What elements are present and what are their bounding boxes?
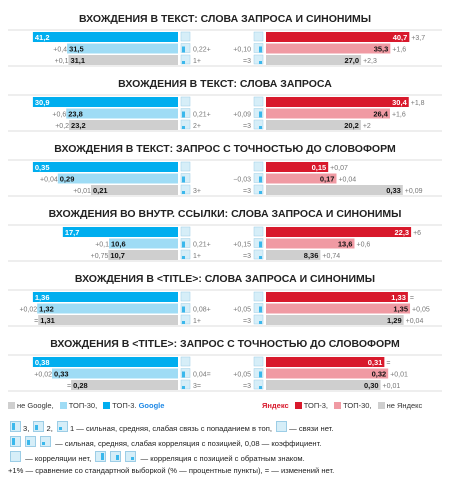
yandex-corr-label: =3 [243,253,251,260]
yandex-delta-label: +0,07 [330,165,348,172]
yandex-corr-label: =3 [243,318,251,325]
medium-corr-icon [25,436,36,447]
reverse-corr-icon-1 [95,451,106,462]
yandex-link-icon [254,292,263,301]
legend-google-top30: ТОП-30, [68,401,98,410]
yandex-value-label: 20,2 [344,121,359,130]
yandex-link-icon [254,97,263,106]
strong-corr-icon [10,436,21,447]
legend-swatch-yandex-top30 [334,402,341,409]
medium-link-icon [33,421,44,432]
yandex-link-icon [254,162,263,171]
yandex-delta-label: +0,04 [338,176,357,184]
google-corr-label: 1+ [193,253,201,260]
reverse-corr-icon-2 [110,451,121,462]
google-corr-label: 2+ [193,123,201,130]
yandex-delta-label: +0,05 [412,306,430,314]
google-corr-label: 0,21+ [193,241,211,249]
google-corr-label: 0,21+ [193,111,211,119]
yandex-value-label: 13,6 [337,239,353,249]
google-value-label: 0,38 [34,358,50,367]
yandex-value-label: 1,33 [391,293,406,302]
google-corr-label: 0,04= [193,371,211,379]
google-delta-label: +2,4 [19,35,33,42]
google-link-icon [181,357,190,366]
google-value-label: 1,32 [39,304,54,314]
google-delta-label: +0,1 [54,58,69,65]
google-value-label: 10,7 [110,251,125,260]
yandex-value-label: 1,35 [393,304,409,314]
google-corr-label: 1+ [193,318,201,325]
strong-link-icon [10,421,21,432]
yandex-corr-icon-fill [259,126,262,129]
google-bar [33,357,178,367]
yandex-corr-label: +0,10 [233,46,251,54]
section-title: ВХОЖДЕНИЯ В <TITLE>: СЛОВА ЗАПРОСА И СИНОНИМЫ [74,273,376,285]
yandex-bar [266,369,388,379]
google-bar [33,32,178,42]
yandex-corr-icon-fill [259,372,262,378]
yandex-delta-label: +0,09 [404,188,423,195]
yandex-corr-label: +0,05 [233,371,251,379]
google-value-label: 1,36 [34,293,50,302]
google-delta-label: +0,1 [95,241,110,249]
google-delta-label: +0,3 [49,230,63,237]
yandex-corr-label: =3 [243,123,251,130]
google-value-label: 17,7 [64,228,80,237]
google-bar [58,174,178,184]
google-delta-label: +0,06 [15,360,33,367]
yandex-delta-label: +1,6 [391,111,406,119]
note-line-3 [8,451,305,463]
yandex-delta-label: +6 [413,230,422,237]
legend-not-google: не Google, [17,401,54,410]
google-corr-icon-fill [182,112,185,118]
google-corr-icon-fill [182,61,185,64]
google-value-label: 10,6 [111,239,126,249]
yandex-bar [266,32,409,42]
note-line-4 [8,466,334,475]
google-value-label: 0,33 [53,369,69,379]
yandex-delta-label: +3,7 [411,35,426,42]
yandex-bar [266,292,408,302]
yandex-delta-label: = [409,295,414,302]
google-delta-label: +1,8 [19,100,33,107]
legend-swatch-yandex-top3 [295,402,302,409]
google-bar [38,315,178,325]
yandex-corr-label: +0,09 [233,111,251,119]
legend-google-top3: ТОП-3. [112,401,137,410]
yandex-corr-icon-fill [259,61,262,64]
google-delta-label: = [66,383,72,390]
note-line-2 [8,436,321,448]
yandex-bar [266,227,411,237]
note-line-1-text: — сильная, средняя, слабая связь с попаданием в топ, [76,424,272,433]
yandex-corr-icon-fill [259,47,262,53]
yandex-delta-label: = [386,360,391,367]
google-corr-icon-fill [182,386,185,389]
google-bar [67,44,178,54]
google-value-label: 0,35 [34,163,50,172]
no-corr-icon [10,451,21,462]
legend-google [8,401,164,410]
google-corr-label: 1+ [193,58,201,65]
google-corr-label: 0,08+ [193,306,211,314]
note-line-1: 3, 2, 1 — сильная, средняя, слабая связь с попаданием в топ, — связи нет. [8,421,333,433]
section-title: ВХОЖДЕНИЯ В ТЕКСТ: СЛОВА ЗАПРОСА И СИНОНИМЫ [78,13,372,25]
yandex-corr-icon-fill [259,112,262,118]
yandex-delta-label: +0,01 [382,383,401,390]
note-line-1-end: — связи нет. [289,424,334,433]
yandex-bar [266,109,390,119]
google-bar [63,227,178,237]
weak-link-icon [57,421,68,432]
google-value-label: 1,31 [40,316,55,325]
google-value-label: 41,2 [34,33,50,42]
legend-swatch-not-yandex [378,402,385,409]
yandex-delta-label: +0,01 [390,371,408,379]
yandex-link-icon [254,227,263,236]
legend-swatch-not-google [8,402,15,409]
no-link-icon [276,421,287,432]
section-title: ВХОЖДЕНИЯ В ТЕКСТ: ЗАПРОС С ТОЧНОСТЬЮ ДО СЛОВОФОРМ [54,143,396,155]
google-delta-label: +0,4 [53,46,68,54]
google-value-label: 31,1 [70,56,86,65]
yandex-delta-label: +0,6 [356,241,371,249]
google-corr-icon-fill [182,307,185,313]
legend-yandex [262,401,422,410]
google-link-icon [181,162,190,171]
google-delta-label: +0,2 [55,123,70,130]
section-title: ВХОЖДЕНИЯ В ТЕКСТ: СЛОВА ЗАПРОСА [118,78,332,90]
google-delta-label: +0,05 [15,165,33,172]
google-link-icon [181,32,190,41]
google-bar [33,162,178,172]
google-corr-icon-fill [182,191,185,194]
google-corr-label: 3+ [193,188,201,195]
yandex-value-label: 40,7 [392,33,408,42]
yandex-corr-icon-fill [259,191,262,194]
legend-yandex-top3: ТОП-3, [303,401,329,410]
yandex-value-label: 27,0 [344,56,360,65]
legend-not-yandex: не Яндекс [386,401,423,410]
yandex-value-label: 1,29 [387,316,402,325]
yandex-delta-label: +2,3 [363,58,377,65]
weak-corr-icon [40,436,51,447]
yandex-value-label: 26,4 [373,109,388,119]
yandex-delta-label: +0,74 [322,253,341,260]
google-bar [66,109,178,119]
google-delta-label: +0,02 [19,306,38,314]
yandex-corr-icon-fill [259,256,262,259]
yandex-bar [266,44,390,54]
google-delta-label: +0,75 [90,253,109,260]
google-delta-label: = [28,295,33,302]
yandex-bar [266,97,409,107]
legend-swatch-google-top30 [60,402,67,409]
google-corr-label: 0,22+ [193,46,211,54]
google-value-label: 0,29 [59,174,75,184]
google-link-icon [181,292,190,301]
google-corr-icon-fill [182,256,185,259]
yandex-delta-label: +2 [362,123,371,130]
legend-swatch-google-top3 [103,402,110,409]
google-corr-icon-fill [182,47,185,53]
google-corr-icon-fill [182,126,185,129]
google-value-label: 30,9 [34,98,50,107]
google-delta-label: +0,01 [73,188,91,195]
yandex-value-label: 0,33 [386,186,401,195]
yandex-value-label: 35,3 [373,44,389,54]
yandex-corr-label: +0,15 [233,241,251,249]
google-value-label: 31,5 [69,44,84,54]
google-corr-icon-fill [182,372,185,378]
google-corr-icon-fill [182,242,185,248]
google-link-icon [181,227,190,236]
yandex-corr-icon-fill [259,177,262,183]
google-logo: Google [138,401,165,410]
yandex-link-icon [254,32,263,41]
yandex-value-label: 0,32 [371,369,387,379]
google-value-label: 23,8 [68,109,83,119]
google-link-icon [181,97,190,106]
yandex-corr-label: =3 [243,383,251,390]
legend-yandex-top30: ТОП-30, [343,401,372,410]
google-delta-label: = [34,318,39,325]
yandex-logo: Яндекс [262,401,289,410]
yandex-delta-label: +1,6 [392,46,407,54]
google-delta-label: +0,04 [40,176,58,184]
google-corr-icon-fill [182,177,185,183]
google-bar [52,369,178,379]
note-line-4-text: +1% — сравнение со стандартной выборкой (% — процентные пункты), = — изменений нет. [8,466,335,475]
yandex-value-label: 0,30 [363,381,379,390]
google-bar [33,292,178,302]
yandex-bar [266,357,384,367]
yandex-value-label: 22,3 [394,228,410,237]
yandex-corr-icon-fill [259,321,262,324]
yandex-delta-label: +1,8 [410,100,425,107]
google-value-label: 0,28 [73,381,88,390]
google-delta-label: +0,02 [34,371,52,379]
note-line-2-text: — сильная, средняя, слабая корреляция с позицией, 0,08 — коэффициент. [55,439,322,448]
yandex-corr-label: +0,05 [233,306,251,314]
google-value-label: 23,2 [71,121,86,130]
yandex-corr-icon-fill [259,386,262,389]
reverse-corr-icon-3 [125,451,136,462]
yandex-corr-label: =3 [243,188,251,195]
google-corr-icon-fill [182,321,185,324]
yandex-corr-label: −0,03 [233,176,251,184]
google-bar [33,97,178,107]
google-value-label: 0,21 [92,186,108,195]
yandex-bar [266,185,403,195]
yandex-corr-icon-fill [259,242,262,248]
note-line-3-text: — корреляции нет, [25,454,92,463]
google-bar [37,304,178,314]
note-line-3-end: — корреляция с позицией с обратным знаком. [140,454,305,463]
google-delta-label: +0,6 [52,111,67,119]
yandex-value-label: 0,31 [367,358,383,367]
yandex-delta-label: +0,04 [405,318,424,325]
yandex-value-label: 0,17 [319,174,335,184]
google-corr-label: 3= [193,383,201,390]
yandex-corr-label: =3 [243,58,251,65]
section-title: ВХОЖДЕНИЯ ВО ВНУТР. ССЫЛКИ: СЛОВА ЗАПРОСА И СИНОНИМЫ [48,208,402,220]
yandex-link-icon [254,357,263,366]
section-title: ВХОЖДЕНИЯ В <TITLE>: ЗАПРОС С ТОЧНОСТЬЮ ДО СЛОВОФОРМ [50,338,400,350]
yandex-value-label: 8,36 [303,251,319,260]
yandex-bar [266,304,410,314]
yandex-value-label: 0,15 [311,163,327,172]
yandex-bar [266,315,404,325]
yandex-value-label: 30,4 [392,98,407,107]
yandex-corr-icon-fill [259,307,262,313]
